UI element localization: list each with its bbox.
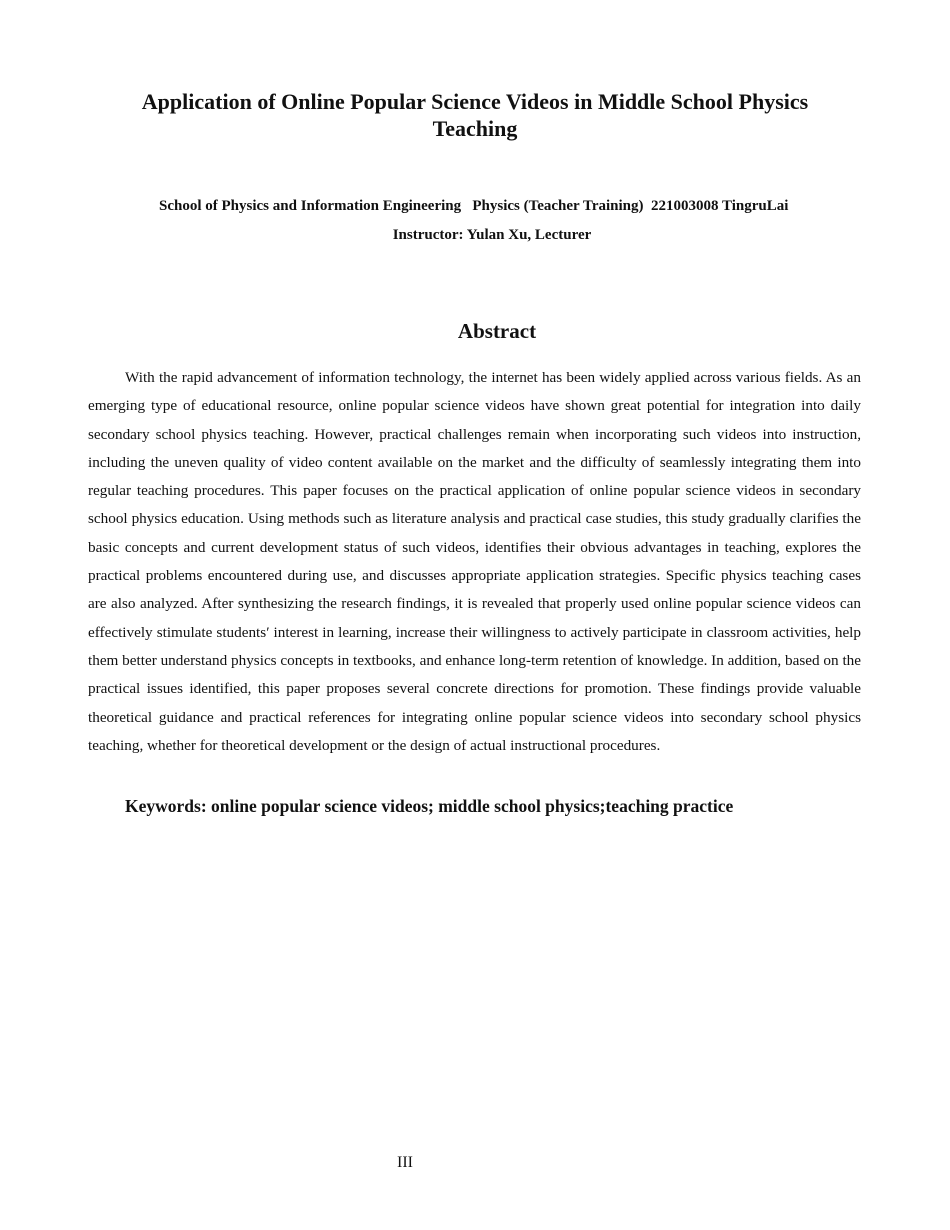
- paper-title: Application of Online Popular Science Videos in Middle School Physics Teaching: [141, 89, 809, 141]
- abstract-body: With the rapid advancement of information technology, the internet has been widely applied across various fields. As an emerging type of educational resource, online popular science videos have shown great potential for integration into daily secondary school physics teaching. However, practical challenges remain when incorporating such videos into instruction, including the uneven quality of video content available on the market and the difficulty of seamlessly integrating them into regular teaching procedures. This paper focuses on the practical application of online popular science videos in secondary school physics education. Using methods such as literature analysis and practical case studies, this study gradually clarifies the basic concepts and current development status of such videos, identifies their obvious advantages in teaching, explores the practical problems encountered during use, and discusses appropriate application strategies. Specific physics teaching cases are also analyzed. After synthesizing the research findings, it is revealed that properly used online popular science videos can effectively stimulate students′ interest in learning, increase their willingness to actively participate in classroom activities, help them better understand physics concepts in textbooks, and enhance long-term retention of knowledge. In addition, based on the practical issues identified, this paper proposes several concrete directions for promotion. These findings provide valuable theoretical guidance and practical references for integrating online popular science videos into secondary school physics teaching, whether for theoretical development or the design of actual instructional procedures.: [88, 369, 861, 754]
- author-affiliation-line: School of Physics and Information Engineering Physics (Teacher Training) 221003008 TingruLai: [159, 198, 789, 214]
- abstract-heading: Abstract: [457, 319, 537, 343]
- keywords-line: Keywords: online popular science videos; middle school physics;teaching practice: [125, 796, 734, 816]
- page-number: III: [397, 1154, 413, 1171]
- instructor-line: Instructor: Yulan Xu, Lecturer: [392, 227, 592, 243]
